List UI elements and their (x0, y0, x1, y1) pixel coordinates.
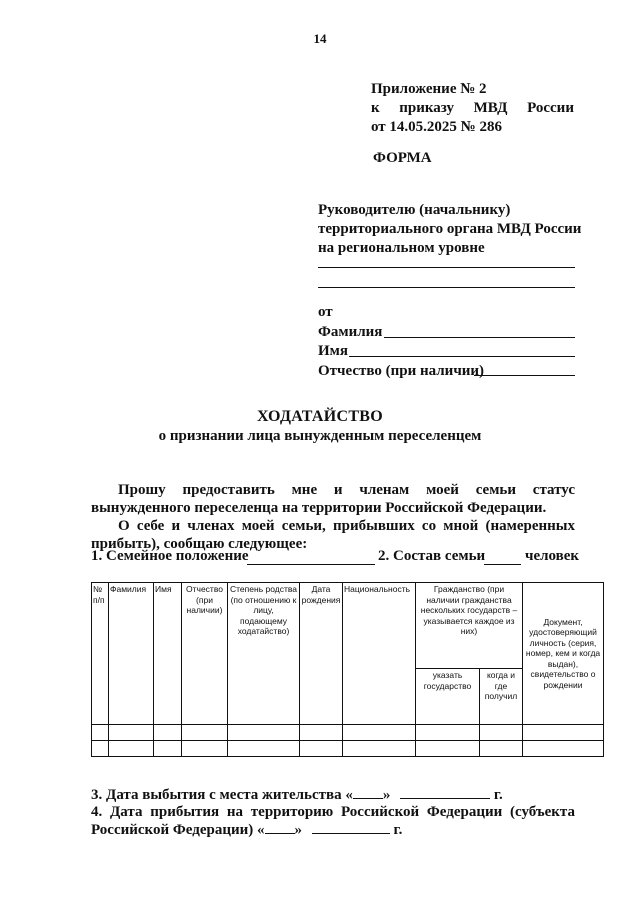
item-4-word: Федерации (426, 804, 503, 820)
header-citizenship: Гражданство (при наличии гражданства нескольких государств – указывается каждое из них) (416, 583, 523, 669)
addressee-block (318, 201, 581, 258)
item-3-line (91, 786, 575, 804)
addressee-blank-line-1 (318, 267, 575, 268)
arrival-date-label: Российской Федерации) « (91, 822, 265, 838)
family-unit-label: человек (525, 548, 580, 564)
surname-blank-line (384, 337, 575, 338)
header-birth-date: Дата рождения (300, 583, 343, 725)
item-4-block (91, 803, 575, 839)
appendix-word: к (371, 100, 380, 116)
item-4-line-2 (91, 821, 575, 839)
patronymic-label: Отчество (при наличии) (318, 362, 485, 379)
family-members-table (91, 582, 604, 757)
header-document: Документ, удостоверяющий личность (серия, номер, кем и когда выдан), свидетельство о рождении (523, 583, 604, 725)
appendix-line-1: Приложение № 2 (371, 81, 487, 97)
item-4-word: прибытия (150, 804, 220, 820)
family-composition-label: 2. Состав семьи (378, 548, 486, 564)
arrival-year-suffix: г. (393, 822, 403, 838)
item-4-word: на (226, 804, 244, 820)
departure-quote-close: » (382, 787, 391, 803)
addressee-line-3: на региональном уровне (318, 240, 485, 256)
name-label: Имя (318, 343, 348, 359)
item-4-word: Российской (341, 804, 420, 820)
marital-status-blank (247, 564, 375, 565)
header-nationality: Национальность (343, 583, 416, 725)
header-num: № п/п (92, 583, 109, 725)
patronymic-blank-line (474, 375, 575, 376)
item-1-2-line (91, 548, 580, 565)
paragraph-info: О себе и членах моей семьи, прибывших со мной (намеренных прибыть), сообщаю следующее: (91, 518, 575, 552)
family-count-blank (484, 564, 521, 565)
departure-year-suffix: г. (493, 787, 503, 803)
form-label: ФОРМА (373, 150, 432, 166)
appendix-word: России (527, 100, 574, 116)
item-4-word: (субъекта (509, 804, 575, 820)
name-blank-line (349, 356, 575, 357)
paragraph-request: Прошу предоставить мне и членам моей семьи статус вынужденного переселенца на территории Российской Федерации. (91, 482, 575, 516)
header-surname: Фамилия (109, 583, 154, 725)
header-country: указать государство (416, 669, 480, 725)
item-4-word: территорию (250, 804, 334, 820)
appendix-word: приказу (399, 100, 454, 116)
item-4-word: Дата (109, 804, 143, 820)
arrival-day-blank (265, 821, 295, 834)
addressee-line-2: территориального органа МВД России (318, 221, 582, 237)
departure-day-blank (353, 786, 383, 799)
from-block (318, 303, 484, 381)
appendix-word: МВД (473, 100, 508, 116)
departure-month-blank (400, 786, 490, 799)
header-name: Имя (154, 583, 182, 725)
table-row (92, 725, 604, 741)
header-patronymic: Отчество (при наличии) (182, 583, 228, 725)
table-row (92, 741, 604, 757)
appendix-header (371, 80, 574, 137)
header-when-received: когда и где получил (480, 669, 523, 725)
arrival-month-blank (312, 821, 390, 834)
document-subtitle: о признании лица вынужденным переселенцем (158, 428, 482, 444)
departure-date-label: 3. Дата выбытия с места жительства « (91, 787, 353, 803)
arrival-quote-close: » (294, 822, 302, 838)
marital-status-label: 1. Семейное положение (91, 548, 249, 564)
addressee-line-1: Руководителю (начальнику) (318, 202, 511, 218)
appendix-line-3: от 14.05.2025 № 286 (371, 119, 502, 135)
page-number: 14 (313, 31, 327, 46)
item-4-line-1 (91, 803, 575, 821)
header-relation: Степень родства (по отношению к лицу, подающему ходатайство) (228, 583, 300, 725)
from-label: от (318, 304, 333, 320)
addressee-blank-line-2 (318, 287, 575, 288)
surname-label: Фамилия (318, 323, 383, 340)
document-title: ХОДАТАЙСТВО (256, 408, 384, 425)
item-4-word: 4. (91, 804, 103, 820)
appendix-line-2 (371, 99, 574, 118)
